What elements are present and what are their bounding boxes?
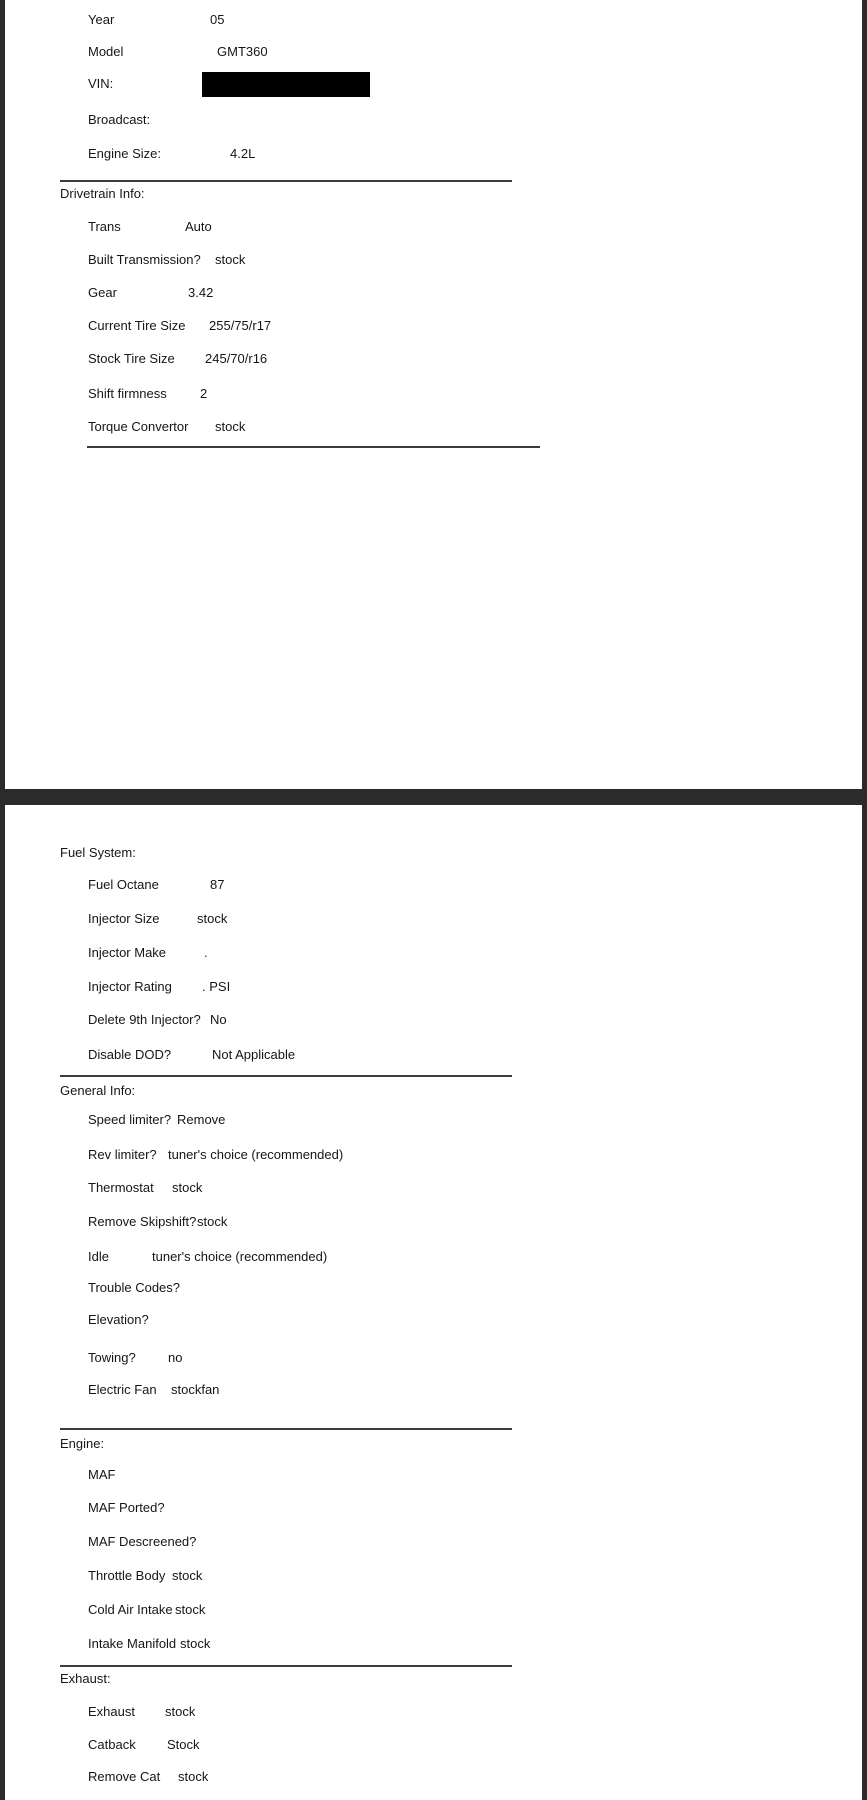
field-label: MAF Ported? xyxy=(88,1500,165,1515)
field-row-engine-size xyxy=(5,146,862,163)
field-value: GMT360 xyxy=(217,44,268,59)
field-label: Throttle Body xyxy=(88,1568,166,1583)
field-value: stock xyxy=(180,1636,211,1651)
field-value: stock xyxy=(172,1568,203,1583)
field-label: Trouble Codes? xyxy=(88,1280,181,1295)
field-row-intake-manifold xyxy=(5,1636,862,1653)
field-label: Broadcast: xyxy=(88,112,151,127)
field-value: 255/75/r17 xyxy=(209,318,272,333)
field-value: stock xyxy=(197,911,228,926)
field-value: 2 xyxy=(200,386,208,401)
field-label: Year xyxy=(88,12,115,27)
field-label: MAF Descreened? xyxy=(88,1534,197,1549)
field-label: Delete 9th Injector? xyxy=(88,1012,201,1027)
field-row-stock-tire-size xyxy=(5,351,862,368)
field-row-trouble-codes xyxy=(5,1280,862,1297)
field-label: Shift firmness xyxy=(88,386,167,401)
field-label: Fuel Octane xyxy=(88,877,159,892)
field-label: Injector Make xyxy=(88,945,167,960)
field-row-idle xyxy=(5,1249,862,1266)
section-header-label: Drivetrain Info: xyxy=(60,186,145,201)
field-value: . xyxy=(204,945,208,960)
field-row-injector-rating xyxy=(5,979,862,996)
field-label: Built Transmission? xyxy=(88,252,201,267)
field-row-trans xyxy=(5,219,862,236)
field-label: Elevation? xyxy=(88,1312,149,1327)
section-header-engine xyxy=(5,1436,862,1453)
field-label: Remove Cat xyxy=(88,1769,161,1784)
field-value: stock xyxy=(215,252,246,267)
horizontal-rule xyxy=(60,1428,512,1430)
field-value: Not Applicable xyxy=(212,1047,296,1062)
field-value: tuner's choice (recommended) xyxy=(152,1249,328,1264)
field-row-rev-limiter xyxy=(5,1147,862,1164)
field-label: Towing? xyxy=(88,1350,136,1365)
field-label: Stock Tire Size xyxy=(88,351,175,366)
field-label: Intake Manifold xyxy=(88,1636,177,1651)
section-header-exhaust xyxy=(5,1671,862,1688)
section-header-label: Exhaust: xyxy=(60,1671,111,1686)
field-label: MAF xyxy=(88,1467,116,1482)
field-value: Stock xyxy=(167,1737,200,1752)
field-row-speed-limiter xyxy=(5,1112,862,1129)
field-value: 87 xyxy=(210,877,225,892)
field-label: Remove Skipshift? xyxy=(88,1214,197,1229)
field-row-vin xyxy=(5,76,862,93)
field-row-broadcast xyxy=(5,112,862,129)
section-header-general-info xyxy=(5,1083,862,1100)
field-row-throttle-body xyxy=(5,1568,862,1585)
field-label: Electric Fan xyxy=(88,1382,157,1397)
horizontal-rule xyxy=(87,446,540,448)
field-value: stock xyxy=(178,1769,209,1784)
section-header-label: Fuel System: xyxy=(60,845,136,860)
field-label: Speed limiter? xyxy=(88,1112,172,1127)
field-value: stockfan xyxy=(171,1382,220,1397)
field-label: Torque Convertor xyxy=(88,419,189,434)
field-value: no xyxy=(168,1350,183,1365)
field-label: Exhaust xyxy=(88,1704,135,1719)
field-row-delete-9th-injector xyxy=(5,1012,862,1029)
field-label: Trans xyxy=(88,219,121,234)
horizontal-rule xyxy=(60,1075,512,1077)
field-value: 05 xyxy=(210,12,225,27)
field-row-thermostat xyxy=(5,1180,862,1197)
field-label: Thermostat xyxy=(88,1180,154,1195)
field-row-injector-make xyxy=(5,945,862,962)
field-value: stock xyxy=(197,1214,228,1229)
field-value: stock xyxy=(172,1180,203,1195)
document-page-2 xyxy=(5,805,862,1800)
field-label: Idle xyxy=(88,1249,109,1264)
field-row-cold-air-intake xyxy=(5,1602,862,1619)
field-value: Auto xyxy=(185,219,212,234)
field-row-towing xyxy=(5,1350,862,1367)
field-row-exhaust xyxy=(5,1704,862,1721)
field-row-model xyxy=(5,44,862,61)
section-header-label: General Info: xyxy=(60,1083,136,1098)
field-value: tuner's choice (recommended) xyxy=(168,1147,344,1162)
horizontal-rule xyxy=(60,180,512,182)
field-row-fuel-octane xyxy=(5,877,862,894)
field-row-elevation xyxy=(5,1312,862,1329)
horizontal-rule xyxy=(60,1665,512,1667)
field-row-remove-skipshift xyxy=(5,1214,862,1231)
field-row-torque-convertor xyxy=(5,419,862,436)
field-value: stock xyxy=(215,419,246,434)
field-row-electric-fan xyxy=(5,1382,862,1399)
field-row-maf xyxy=(5,1467,862,1484)
vin-redaction-box xyxy=(202,72,370,97)
field-row-year xyxy=(5,12,862,29)
field-value: Remove xyxy=(177,1112,226,1127)
field-label: Gear xyxy=(88,285,117,300)
field-row-gear xyxy=(5,285,862,302)
field-row-shift-firmness xyxy=(5,386,862,403)
field-label: Current Tire Size xyxy=(88,318,186,333)
field-label: VIN: xyxy=(88,76,114,91)
field-label: Model xyxy=(88,44,124,59)
section-header-fuel-system xyxy=(5,845,862,862)
field-row-maf-descreened xyxy=(5,1534,862,1551)
field-value: stock xyxy=(175,1602,206,1617)
section-header-drivetrain xyxy=(5,186,862,203)
field-row-remove-cat xyxy=(5,1769,862,1786)
field-value: 245/70/r16 xyxy=(205,351,268,366)
field-row-injector-size xyxy=(5,911,862,928)
field-label: Injector Size xyxy=(88,911,160,926)
field-row-disable-dod xyxy=(5,1047,862,1064)
field-value: 3.42 xyxy=(188,285,214,300)
field-row-catback xyxy=(5,1737,862,1754)
field-label: Rev limiter? xyxy=(88,1147,157,1162)
field-value: . PSI xyxy=(202,979,231,994)
field-value: 4.2L xyxy=(230,146,256,161)
field-label: Catback xyxy=(88,1737,136,1752)
field-row-maf-ported xyxy=(5,1500,862,1517)
section-header-label: Engine: xyxy=(60,1436,105,1451)
field-label: Injector Rating xyxy=(88,979,172,994)
field-value: stock xyxy=(165,1704,196,1719)
field-row-built-transmission xyxy=(5,252,862,269)
field-label: Disable DOD? xyxy=(88,1047,172,1062)
field-value: No xyxy=(210,1012,227,1027)
page-separator xyxy=(0,789,867,805)
field-label: Engine Size: xyxy=(88,146,161,161)
field-label: Cold Air Intake xyxy=(88,1602,173,1617)
field-row-current-tire-size xyxy=(5,318,862,335)
document-page-1 xyxy=(5,0,862,789)
